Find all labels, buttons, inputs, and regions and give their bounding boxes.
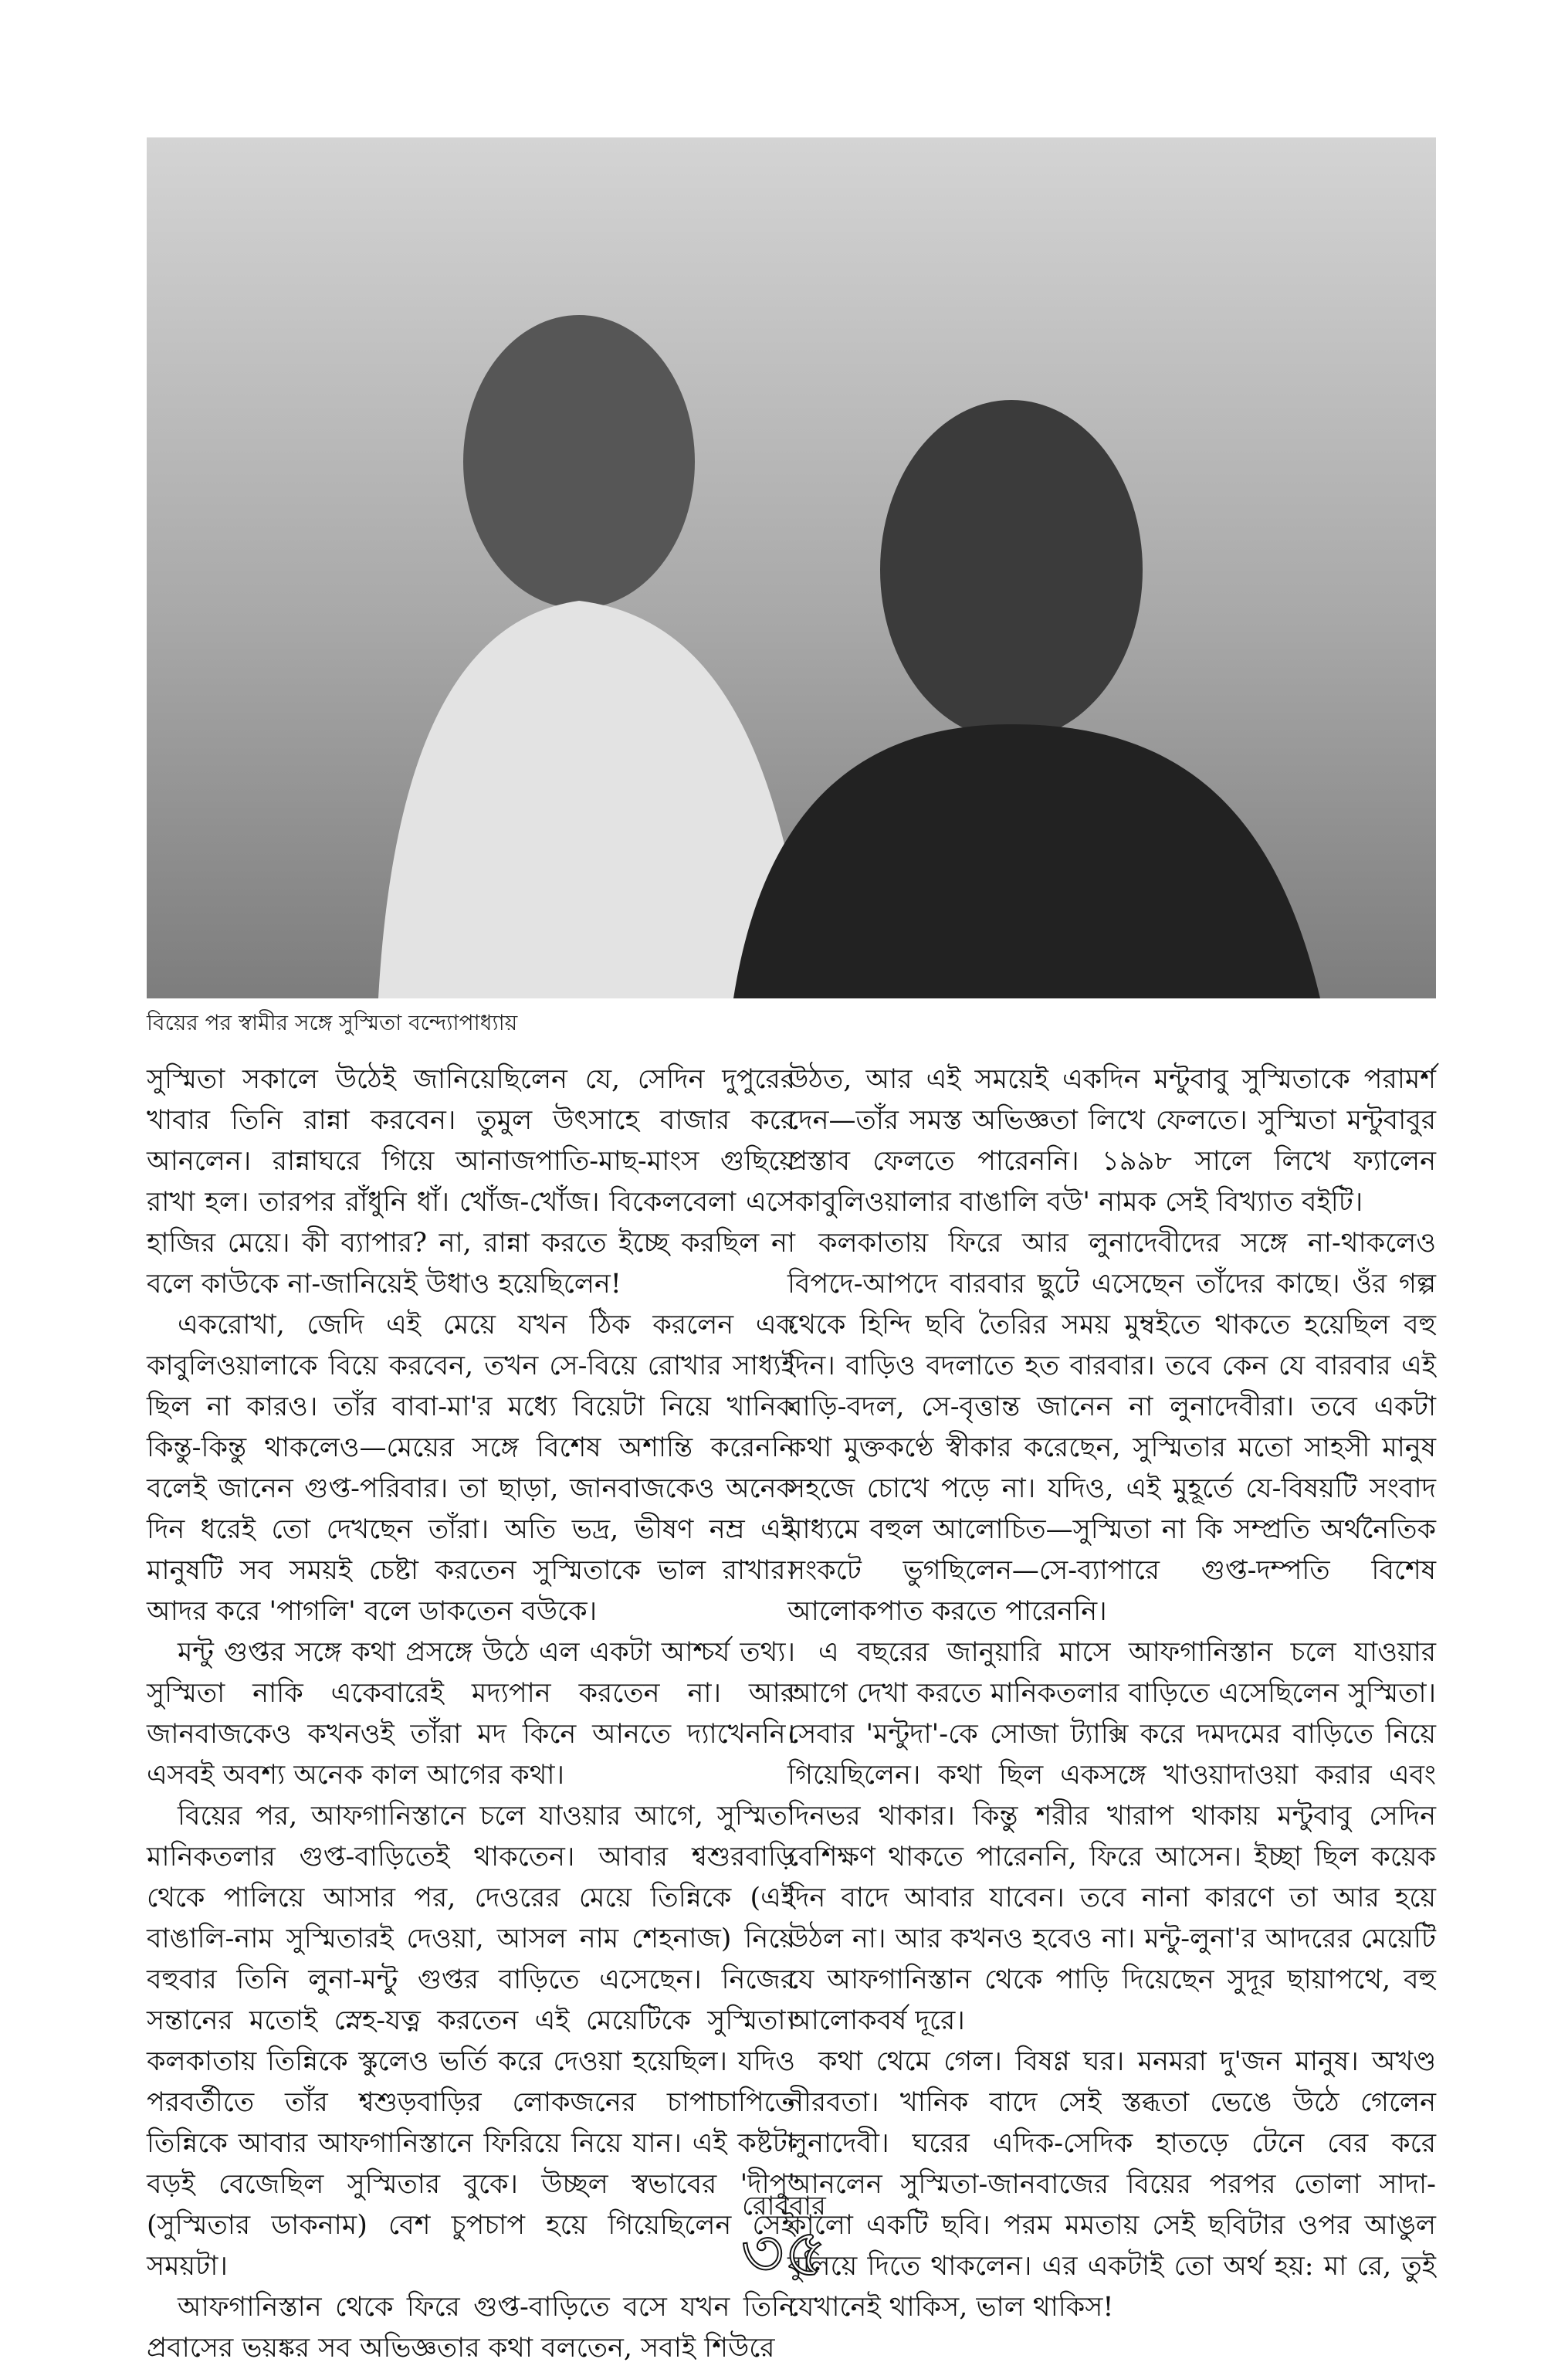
- magazine-name: রোববার: [742, 2191, 826, 2222]
- photo-caption: বিয়ের পর স্বামীর সঙ্গে সুস্মিতা বন্দ্যোপাধ্যায়: [147, 1010, 518, 1035]
- article-paragraph: মন্টু গুপ্তর সঙ্গে কথা প্রসঙ্গে উঠে এল একটা আশ্চর্য তথ্য। সুস্মিতা নাকি একেবারেই মদ্যপান করতেন না। আর জানবাজকেও কখনওই তাঁরা মদ কিনে আনতে দ্যাখেননি। এসবই অবশ্য অনেক কাল আগের কথা।: [147, 1637, 795, 1791]
- article-paragraph: এ বছরের জানুয়ারি মাসে আফগানিস্তান চলে যাওয়ার আগে দেখা করতে মানিকতলার বাড়িতে এসেছিলেন সুস্মিতা। সেবার 'মন্টুদা'-কে সোজা ট্যাক্সি করে দমদমের বাড়িতে নিয়ে গিয়েছিলেন। কথা ছিল একসঙ্গে খাওয়াদাওয়া করার এবং দিনভর থাকার। কিন্তু শরীর খারাপ থাকায় মন্টুবাবু সেদিন বেশিক্ষণ থাকতে পারেননি, ফিরে আসেন। ইচ্ছা ছিল কয়েক দিন বাদে আবার যাবেন। তবে নানা কারণে তা আর হয়ে উঠল না। আর কখনও হবেও না। মন্টু-লুনা'র আদরের মেয়েটি যে আফগানিস্তান থেকে পাড়ি দিয়েছেন সুদূর ছায়াপথে, বহু আলোকবর্ষ দূরে।: [787, 1637, 1436, 2036]
- article-paragraph: আফগানিস্তান থেকে ফিরে গুপ্ত-বাড়িতে বসে যখন তিনি প্রবাসের ভয়ঙ্কর সব অভিজ্ঞতার কথা বলতেন, সবাই শিউরে: [147, 2292, 795, 2364]
- article-paragraph: উঠত, আর এই সময়েই একদিন মন্টুবাবু সুস্মিতাকে পরামর্শ দেন—তাঁর সমস্ত অভিজ্ঞতা লিখে ফেলতে। সুস্মিতা মন্টুবাবুর প্রস্তাব ফেলতে পারেননি। ১৯৯৮ সালে লিখে ফ্যালেন 'কাবুলিওয়ালার বাঙালি বউ' নামক সেই বিখ্যাত বইটি।: [787, 1064, 1436, 1218]
- page-number: ৩৫: [740, 2215, 828, 2292]
- portrait-placeholder: [147, 137, 1436, 998]
- article-paragraph: কলকাতায় ফিরে আর লুনাদেবীদের সঙ্গে না-থাকলেও বিপদে-আপদে বারবার ছুটে এসেছেন তাঁদের কাছে। ওঁর গল্প থেকে হিন্দি ছবি তৈরির সময় মুম্বইতে থাকতে হয়েছিল বহু দিন। বাড়িও বদলাতে হত বারবার। তবে কেন যে বারবার এই বাড়ি-বদল, সে-বৃত্তান্ত জানেন না লুনাদেবীরা। তবে একটা কথা মুক্তকণ্ঠে স্বীকার করেছেন, সুস্মিতার মতো সাহসী মানুষ সহজে চোখে পড়ে না। যদিও, এই মুহূর্তে যে-বিষয়টি সংবাদ মাধ্যমে বহুল আলোচিত—সুস্মিতা না কি সম্প্রতি অর্থনৈতিক সংকটে ভুগছিলেন—সে-ব্যাপারে গুপ্ত-দম্পতি বিশেষ আলোকপাত করতে পারেননি।: [787, 1228, 1436, 1627]
- wedding-photograph: [147, 137, 1436, 998]
- article-paragraph: সুস্মিতা সকালে উঠেই জানিয়েছিলেন যে, সেদিন দুপুরের খাবার তিনি রান্না করবেন। তুমুল উৎসাহে বাজার করে আনলেন। রান্নাঘরে গিয়ে আনাজপাতি-মাছ-মাংস গুছিয়ে রাখা হল। তারপর রাঁধুনি ধাঁ। খোঁজ-খোঁজ। বিকেলবেলা এসে হাজির মেয়ে। কী ব্যাপার? না, রান্না করতে ইচ্ছে করছিল না বলে কাউকে না-জানিয়েই উধাও হয়েছিলেন!: [147, 1064, 795, 1300]
- article-column-right: [787, 1059, 1436, 2328]
- article-paragraph: বিয়ের পর, আফগানিস্তানে চলে যাওয়ার আগে, সুস্মিতা মানিকতলার গুপ্ত-বাড়িতেই থাকতেন। আবার শ্বশুরবাড়ি থেকে পালিয়ে আসার পর, দেওরের মেয়ে তিন্নিকে (এই বাঙালি-নাম সুস্মিতারই দেওয়া, আসল নাম শেহনাজ) নিয়ে বহুবার তিনি লুনা-মন্টু গুপ্তর বাড়িতে এসেছেন। নিজের সন্তানের মতোই স্নেহ-যত্ন করতেন এই মেয়েটিকে সুস্মিতা। কলকাতায় তিন্নিকে স্কুলেও ভর্তি করে দেওয়া হয়েছিল। যদিও পরবর্তীতে তাঁর শ্বশুড়বাড়ির লোকজনের চাপাচাপিতে তিন্নিকে আবার আফগানিস্তানে ফিরিয়ে নিয়ে যান। এই কষ্টটা বড়ই বেজেছিল সুস্মিতার বুকে। উচ্ছল স্বভাবের 'দীপু' (সুস্মিতার ডাকনাম) বেশ চুপচাপ হয়ে গিয়েছিলেন সেই সময়টা।: [147, 1801, 795, 2282]
- article-paragraph: একরোখা, জেদি এই মেয়ে যখন ঠিক করলেন এক কাবুলিওয়ালাকে বিয়ে করবেন, তখন সে-বিয়ে রোখার সাধ্যই ছিল না কারও। তাঁর বাবা-মা'র মধ্যে বিয়েটা নিয়ে খানিক কিন্তু-কিন্তু থাকলেও—মেয়ের সঙ্গে বিশেষ অশান্তি করেননি বলেই জানেন গুপ্ত-পরিবার। তা ছাড়া, জানবাজকেও অনেক দিন ধরেই তো দেখছেন তাঁরা। অতি ভদ্র, ভীষণ নম্র এই মানুষটি সব সময়ই চেষ্টা করতেন সুস্মিতাকে ভাল রাখার। আদর করে 'পাগলি' বলে ডাকতেন বউকে।: [147, 1310, 795, 1627]
- article-column-left: [147, 1059, 795, 2369]
- article-paragraph: কথা থেমে গেল। বিষণ্ণ ঘর। মনমরা দু'জন মানুষ। অখণ্ড নীরবতা। খানিক বাদে সেই স্তব্ধতা ভেঙে উঠে গেলেন লুনাদেবী। ঘরের এদিক-সেদিক হাতড়ে টেনে বের করে আনলেন সুস্মিতা-জানবাজের বিয়ের পরপর তোলা সাদা-কালো একটি ছবি। পরম মমতায় সেই ছবিটার ওপর আঙুল বুলিয়ে দিতে থাকলেন। এর একটাই তো অর্থ হয়: মা রে, তুই যেখানেই থাকিস, ভাল থাকিস!: [787, 2046, 1436, 2323]
